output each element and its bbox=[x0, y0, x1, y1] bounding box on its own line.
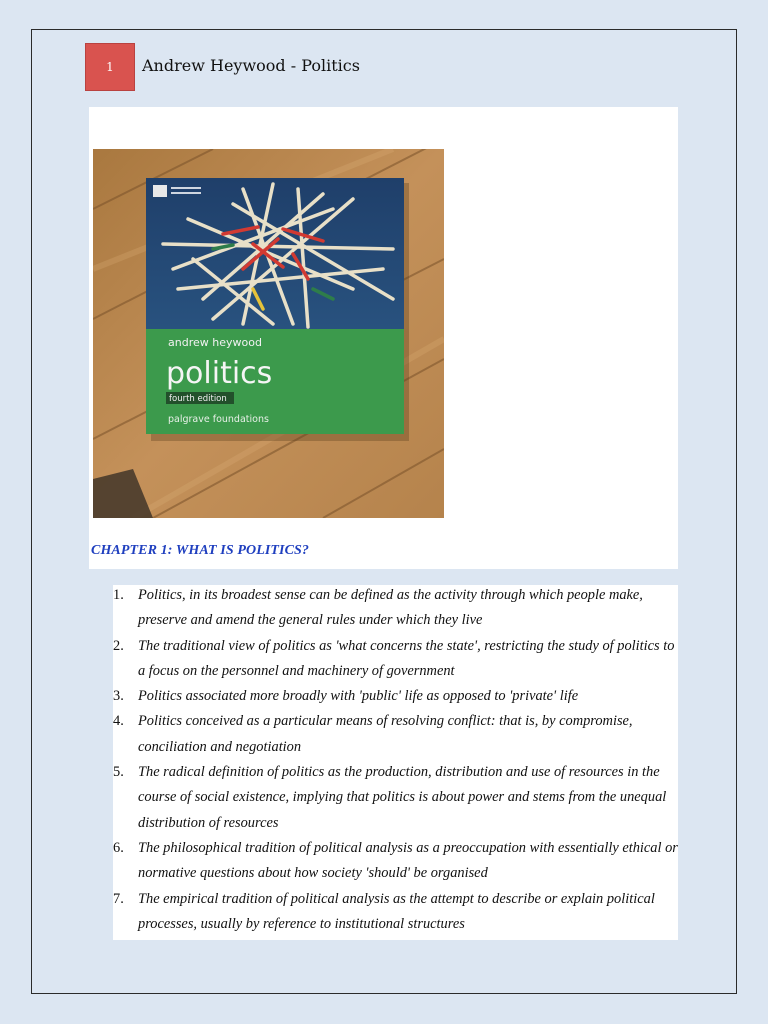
cover-author: andrew heywood bbox=[168, 336, 262, 349]
document-title: Andrew Heywood - Politics bbox=[142, 56, 360, 75]
definition-text: Politics conceived as a particular means of resolving conflict: that is, by compromise, conciliation and negotiation bbox=[138, 713, 633, 755]
list-item: 7. The empirical tradition of political analysis as the attempt to describe or explain political processes, usually by reference to institutional structures bbox=[113, 890, 655, 932]
cover-title: politics bbox=[166, 356, 273, 391]
chapter-heading: CHAPTER 1: WHAT IS POLITICS? bbox=[91, 543, 310, 558]
definition-text: The radical definition of politics as the production, distribution and use of resources in the course of social existence, implying that politics is about power and stems from the unequal distribution of resources bbox=[138, 764, 667, 831]
definitions-list bbox=[113, 583, 678, 937]
definition-text: The empirical tradition of political analysis as the attempt to describe or explain political processes, usually by reference to institutional structures bbox=[138, 890, 655, 932]
list-item: 6. The philosophical tradition of political analysis as a preoccupation with essentially ethical or normative questions about how society 'should' be organised bbox=[113, 839, 678, 882]
list-item: 5. The radical definition of politics as the production, distribution and use of resources in the course of social existence, implying that politics is about power and stems from the unequal distribution of resources bbox=[113, 764, 667, 831]
list-item: 1. Politics, in its broadest sense can be defined as the activity through which people make, preserve and amend the general rules under which they live bbox=[113, 587, 643, 629]
list-item: 3. Politics associated more broadly with 'public' life as opposed to 'private' life bbox=[113, 688, 579, 705]
cover-series: palgrave foundations bbox=[168, 414, 269, 425]
page-number: 1 bbox=[85, 43, 135, 91]
list-item: 2. The traditional view of politics as 'what concerns the state', restricting the study of politics to a focus on the personnel and machinery of government bbox=[113, 637, 675, 679]
book-cover-photo bbox=[93, 149, 444, 518]
definition-text: Politics associated more broadly with 'public' life as opposed to 'private' life bbox=[138, 688, 579, 705]
list-item: 4. Politics conceived as a particular means of resolving conflict: that is, by compromise, conciliation and negotiation bbox=[113, 713, 633, 755]
cover-edition: fourth edition bbox=[169, 394, 227, 404]
definition-text: The traditional view of politics as 'what concerns the state', restricting the study of politics to a focus on the personnel and machinery of government bbox=[138, 637, 675, 679]
definition-text: The philosophical tradition of political analysis as a preoccupation with essentially ethical or normative questions about how society 'should' be organised bbox=[138, 839, 678, 882]
definition-text: Politics, in its broadest sense can be defined as the activity through which people make, preserve and amend the general rules under which they live bbox=[138, 587, 643, 629]
